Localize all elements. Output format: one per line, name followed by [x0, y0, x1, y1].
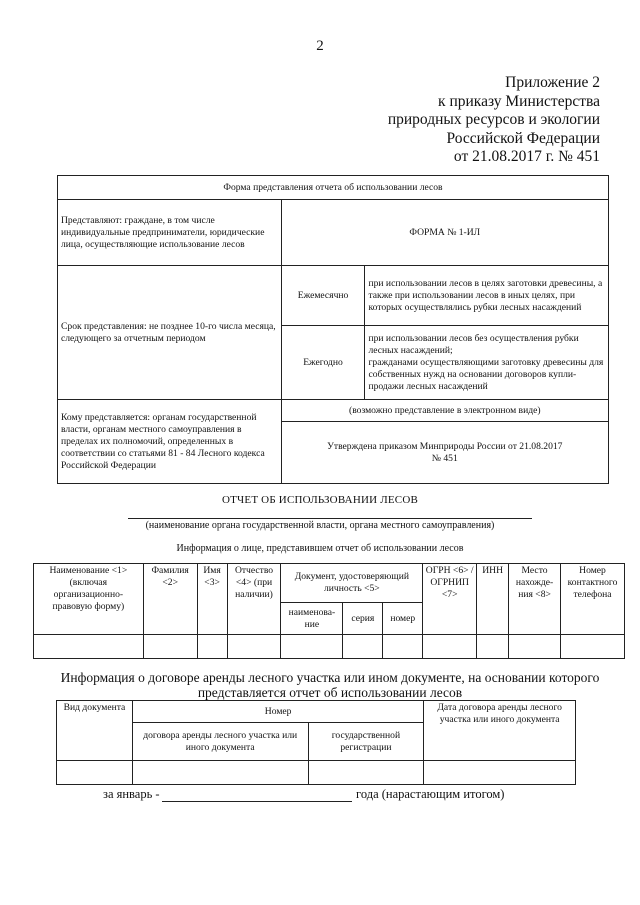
col-date: Дата договора аренды лесного участка или иного документа	[424, 701, 576, 761]
period-blank-line	[162, 801, 352, 802]
yearly-text-1: при использовании лесов без осуществления рубки лесных насаждений;	[368, 332, 579, 356]
recipient-cell: Кому представляется: органам государственной власти, органам местного самоуправления в пределах их полномочий, определенных в соответствии со статьями 81 - 84 Лесного кодекса Российской Федерации	[58, 400, 282, 484]
approved-by: Утверждена приказом Минприроды России от 21.08.2017 № 451	[281, 422, 608, 484]
report-title: ОТЧЕТ ОБ ИСПОЛЬЗОВАНИИ ЛЕСОВ	[221, 494, 418, 506]
contract-info-title: Информация о договоре аренды лесного участка или ином документе, на основании которого представляется отчет об использовании лесов	[60, 670, 600, 700]
authority-blank-line	[128, 518, 532, 519]
submitters-cell: Представляют: граждане, в том числе индивидуальные предприниматели, юридические лица, осуществляющие использование лесов	[58, 200, 282, 266]
yearly-text	[365, 326, 609, 400]
col-firstname: Имя <3>	[197, 564, 227, 635]
form-name: ФОРМА № 1-ИЛ	[281, 200, 608, 266]
col-inn: ИНН	[477, 564, 509, 635]
period-prefix: за январь -	[103, 787, 160, 801]
monthly-text: при использовании лесов в целях заготовки древесины, а также при использовании лесов в иных целях, при которых осуществлялись рубки лесных насаждений	[365, 266, 609, 326]
table-row	[34, 635, 625, 659]
page-number: 2	[316, 38, 324, 54]
col-doc-type: Вид документа	[57, 701, 133, 761]
appendix-line: к приказу Министерства	[438, 92, 600, 110]
form-header-table	[57, 175, 609, 484]
appendix-line: природных ресурсов и экологии	[387, 111, 600, 128]
period-suffix: года (нарастающим итогом)	[356, 787, 505, 801]
col-name: Наименование <1> (включая организационно-правовую форму)	[34, 564, 144, 635]
authority-caption: (наименование органа государственной власти, органа местного самоуправления)	[145, 520, 495, 531]
person-info-table	[33, 563, 625, 659]
appendix-line: от 21.08.2017 г. № 451	[453, 148, 600, 165]
sub-doc-name: наименова-ние	[281, 603, 343, 635]
electronic-note: (возможно представление в электронном виде)	[281, 400, 608, 422]
appendix-line: Российской Федерации	[446, 129, 600, 147]
appendix-header	[388, 74, 600, 167]
col-ogrn: ОГРН <6> / ОГРНИП <7>	[423, 564, 477, 635]
sub-registration: государственной регистрации	[308, 723, 424, 761]
appendix-line: Приложение 2	[505, 74, 600, 91]
person-info-title: Информация о лице, представившем отчет об использовании лесов	[176, 543, 464, 554]
contract-info-table	[56, 700, 576, 785]
monthly-label: Ежемесячно	[281, 266, 365, 326]
sub-contract: договора аренды лесного участка или иного документа	[132, 723, 308, 761]
form-table-title: Форма представления отчета об использовании лесов	[58, 176, 609, 200]
yearly-text-2: гражданами осуществляющими заготовку древесины для собственных нужд на основании договоров купли-продажи лесных насаждений	[368, 356, 604, 392]
table-row	[57, 761, 576, 785]
sub-series: серия	[343, 603, 383, 635]
col-number: Номер	[132, 701, 423, 723]
sub-number: номер	[383, 603, 423, 635]
col-surname: Фамилия <2>	[143, 564, 197, 635]
yearly-label: Ежегодно	[281, 326, 365, 400]
col-document: Документ, удостоверяющий личность <5>	[281, 564, 423, 603]
deadline-cell: Срок представления: не позднее 10-го числа месяца, следующего за отчетным периодом	[58, 266, 282, 400]
col-phone: Номер контактного телефона	[561, 564, 625, 635]
col-patronymic: Отчество <4> (при наличии)	[227, 564, 281, 635]
col-location: Место нахожде-ния <8>	[509, 564, 561, 635]
